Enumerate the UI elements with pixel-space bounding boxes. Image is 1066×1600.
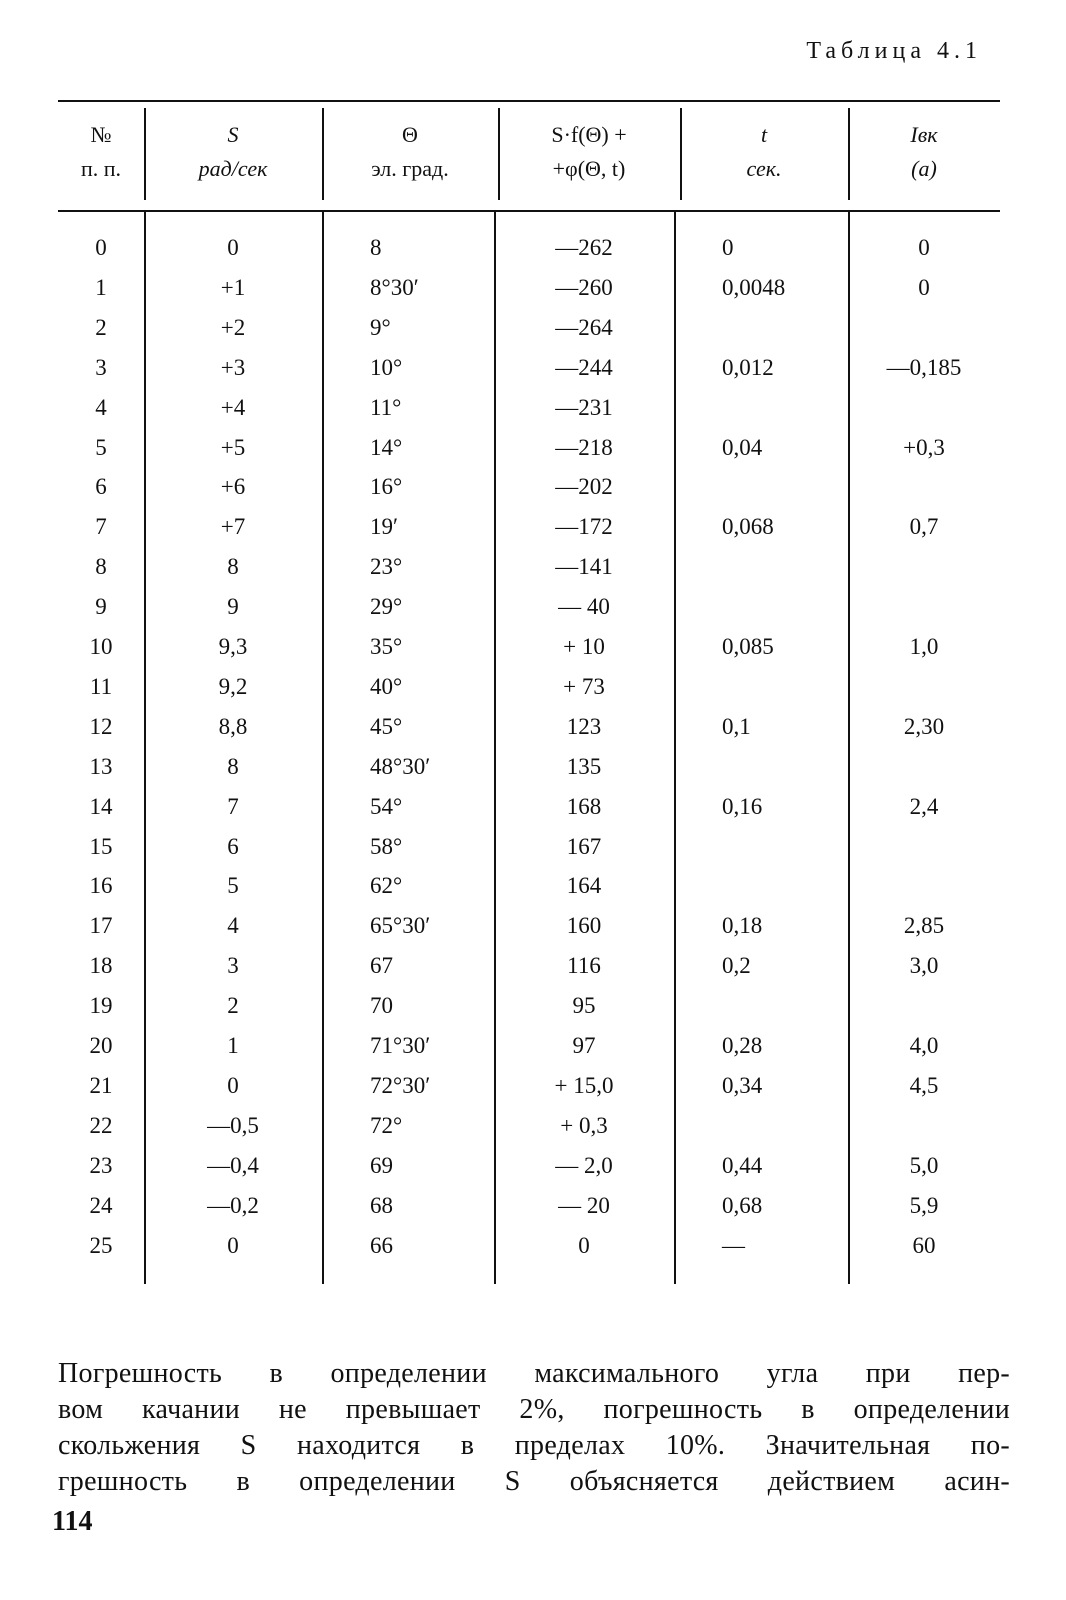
cell-current: 0: [918, 235, 930, 260]
cell-function: + 0,3: [560, 1112, 608, 1138]
cell-time: [674, 587, 848, 627]
cell-theta: 65°30′: [370, 913, 431, 939]
table-caption: Таблица 4.1: [806, 38, 982, 64]
header-theta: [322, 118, 498, 198]
paragraph-line: скольжения S находится в пределах 10%. Значительная по-: [58, 1430, 1010, 1461]
cell-function: 97: [572, 1033, 596, 1058]
cell-function: —141: [555, 554, 613, 580]
header-theta-symbol: Θ: [402, 122, 418, 147]
cell-time: [674, 467, 848, 507]
cell-current: 0: [918, 274, 930, 300]
cell-current: 60: [912, 1232, 936, 1258]
cell-number: 23: [89, 1152, 113, 1178]
cell-current: 1,0: [909, 634, 939, 659]
paragraph-line: Погрешность в определении максимального угла при пер-: [58, 1358, 1010, 1389]
cell-slip: 9: [227, 594, 239, 620]
cell-current: 2,30: [903, 713, 945, 739]
cell-function: 0: [578, 1232, 590, 1258]
cell-time: 0,012: [722, 354, 774, 380]
cell-time: [674, 547, 848, 587]
paragraph-line: вом качании не превышает 2%, погрешность в определении: [58, 1394, 1010, 1425]
cell-function: + 10: [563, 634, 605, 659]
cell-current: [848, 467, 1000, 507]
cell-function: 164: [566, 873, 602, 899]
cell-number: 1: [95, 274, 107, 300]
cell-function: —264: [555, 314, 613, 340]
cell-number: 22: [89, 1112, 113, 1138]
cell-slip: 3: [227, 953, 239, 979]
cell-current: 5,9: [909, 1192, 939, 1218]
cell-theta: 19′: [370, 514, 399, 540]
cell-time: 0,68: [722, 1192, 763, 1218]
cell-theta: 70: [370, 993, 393, 1019]
cell-slip: 2: [227, 993, 239, 1019]
cell-time: [674, 866, 848, 906]
header-time-unit: сек.: [746, 156, 782, 181]
cell-function: 135: [566, 753, 602, 779]
paragraph-line: грешность в определении S объясняется действием асин-: [58, 1466, 1010, 1497]
cell-time: [674, 308, 848, 348]
cell-theta: 66: [370, 1232, 393, 1258]
cell-current: 2,85: [903, 913, 945, 939]
cell-theta: 71°30′: [370, 1033, 431, 1058]
header-slip: [144, 118, 322, 198]
cell-current: —0,185: [886, 354, 962, 380]
cell-function: —260: [555, 274, 613, 300]
cell-theta: 68: [370, 1192, 393, 1218]
header-time-symbol: t: [760, 122, 768, 147]
cell-slip: 0: [227, 235, 239, 260]
cell-time: 0,04: [722, 434, 763, 460]
cell-slip: +5: [220, 434, 246, 460]
cell-time: 0,18: [722, 913, 763, 939]
cell-time: [674, 986, 848, 1026]
cell-time: 0: [722, 235, 734, 260]
cell-theta: 14°: [370, 434, 403, 460]
cell-theta: 10°: [370, 354, 403, 380]
cell-function: —218: [555, 434, 613, 460]
header-theta-unit: эл. град.: [371, 156, 449, 181]
cell-current: [848, 747, 1000, 787]
cell-number: 4: [95, 394, 107, 420]
cell-slip: —0,2: [207, 1192, 259, 1218]
header-function: [498, 118, 680, 198]
body-paragraph: [58, 1356, 1010, 1500]
cell-current: 5,0: [909, 1152, 939, 1178]
cell-number: 2: [95, 314, 107, 340]
header-number-symbol: №: [90, 122, 112, 147]
cell-time: 0,16: [722, 793, 763, 819]
page-number: 114: [52, 1506, 93, 1537]
cell-number: 19: [89, 993, 113, 1019]
cell-theta: 54°: [370, 793, 403, 819]
cell-function: 95: [572, 993, 596, 1019]
cell-current: [848, 587, 1000, 627]
cell-time: 0,0048: [722, 274, 786, 300]
cell-time: 0,068: [722, 514, 774, 540]
cell-function: + 73: [563, 673, 605, 699]
cell-slip: 1: [227, 1033, 239, 1058]
cell-slip: +4: [220, 394, 246, 420]
table-top-rule: [58, 100, 1000, 102]
cell-time: [674, 747, 848, 787]
cell-function: — 2,0: [555, 1152, 613, 1178]
cell-current: [848, 827, 1000, 867]
cell-number: 7: [95, 514, 107, 540]
cell-slip: —0,5: [207, 1112, 259, 1138]
cell-number: 20: [89, 1033, 113, 1058]
cell-number: 12: [89, 713, 113, 739]
cell-theta: 45°: [370, 713, 403, 739]
cell-number: 13: [89, 753, 113, 779]
cell-current: 4,5: [909, 1072, 939, 1098]
cell-theta: 48°30′: [370, 753, 431, 779]
header-function-line2: +φ(Θ, t): [552, 156, 626, 181]
cell-function: + 15,0: [554, 1072, 614, 1098]
cell-time: [674, 388, 848, 428]
cell-slip: 8: [227, 554, 239, 580]
cell-current: [848, 667, 1000, 707]
cell-function: —231: [555, 394, 613, 420]
cell-number: 10: [89, 634, 113, 659]
cell-function: —262: [555, 235, 613, 260]
header-number: [58, 118, 144, 198]
cell-function: 168: [566, 793, 602, 819]
cell-slip: 9,2: [218, 673, 248, 699]
cell-theta: 23°: [370, 554, 403, 580]
cell-function: 123: [566, 713, 602, 739]
cell-number: 11: [89, 673, 113, 699]
cell-current: 4,0: [909, 1033, 939, 1058]
header-number-label: п. п.: [80, 156, 122, 181]
cell-number: 6: [95, 474, 107, 500]
header-current: [848, 118, 1000, 198]
cell-number: 21: [89, 1072, 113, 1098]
cell-time: —: [722, 1232, 745, 1258]
cell-function: —244: [555, 354, 613, 380]
cell-current: +0,3: [903, 434, 945, 460]
cell-slip: 7: [227, 793, 239, 819]
cell-current: [848, 866, 1000, 906]
cell-time: 0,28: [722, 1033, 763, 1058]
cell-number: 0: [95, 235, 107, 260]
cell-slip: +2: [220, 314, 246, 340]
cell-function: 116: [567, 953, 601, 979]
header-current-symbol: Iвк: [910, 122, 938, 147]
table-header-rule: [58, 210, 1000, 212]
cell-theta: 8°30′: [370, 274, 419, 300]
header-slip-unit: рад/сек: [198, 156, 268, 181]
cell-slip: 0: [227, 1072, 239, 1098]
cell-time: 0,34: [722, 1072, 763, 1098]
cell-number: 18: [89, 953, 113, 979]
cell-slip: 4: [227, 913, 239, 939]
cell-slip: +3: [220, 354, 246, 380]
cell-number: 5: [95, 434, 107, 460]
cell-slip: 6: [227, 833, 239, 859]
cell-time: 0,2: [722, 953, 751, 979]
cell-function: —172: [555, 514, 613, 540]
cell-number: 9: [95, 594, 107, 620]
header-current-unit: (а): [911, 156, 937, 181]
cell-theta: 9°: [370, 314, 391, 340]
cell-current: [848, 986, 1000, 1026]
cell-current: 0,7: [909, 514, 939, 540]
cell-number: 14: [89, 793, 113, 819]
cell-theta: 69: [370, 1152, 393, 1178]
cell-slip: 5: [227, 873, 239, 899]
cell-number: 15: [89, 833, 113, 859]
cell-theta: 16°: [370, 474, 403, 500]
cell-theta: 62°: [370, 873, 403, 899]
cell-function: — 20: [558, 1192, 610, 1218]
cell-current: [848, 308, 1000, 348]
cell-theta: 29°: [370, 594, 403, 620]
cell-current: [848, 547, 1000, 587]
cell-slip: +6: [220, 474, 246, 500]
cell-current: [848, 388, 1000, 428]
cell-time: [674, 667, 848, 707]
cell-current: [848, 1106, 1000, 1146]
cell-theta: 40°: [370, 673, 403, 699]
cell-slip: —0,4: [207, 1152, 259, 1178]
cell-slip: 8: [227, 753, 239, 779]
cell-theta: 72°: [370, 1112, 403, 1138]
cell-number: 16: [89, 873, 113, 899]
cell-current: 3,0: [909, 953, 939, 979]
cell-time: [674, 827, 848, 867]
cell-slip: 8,8: [218, 713, 248, 739]
cell-theta: 72°30′: [370, 1072, 431, 1098]
cell-time: 0,44: [722, 1152, 763, 1178]
cell-slip: +1: [220, 274, 246, 300]
cell-function: 167: [566, 833, 602, 859]
cell-slip: 0: [227, 1232, 239, 1258]
cell-function: 160: [566, 913, 602, 939]
cell-time: [674, 1106, 848, 1146]
cell-theta: 58°: [370, 833, 403, 859]
cell-theta: 11°: [370, 394, 402, 420]
cell-time: 0,085: [722, 634, 774, 659]
cell-theta: 67: [370, 953, 393, 979]
cell-number: 17: [89, 913, 113, 939]
cell-time: 0,1: [722, 713, 751, 739]
cell-number: 8: [95, 554, 107, 580]
cell-function: — 40: [558, 594, 610, 620]
cell-theta: 8: [370, 235, 382, 260]
cell-slip: +7: [220, 514, 246, 540]
header-slip-symbol: S: [227, 122, 239, 147]
cell-theta: 35°: [370, 634, 403, 659]
header-time: [680, 118, 848, 198]
cell-number: 3: [95, 354, 107, 380]
cell-current: 2,4: [909, 793, 939, 819]
cell-number: 25: [89, 1232, 113, 1258]
cell-number: 24: [89, 1192, 113, 1218]
cell-slip: 9,3: [218, 634, 248, 659]
cell-function: —202: [555, 474, 613, 500]
header-function-line1: S·f(Θ) +: [551, 122, 627, 147]
